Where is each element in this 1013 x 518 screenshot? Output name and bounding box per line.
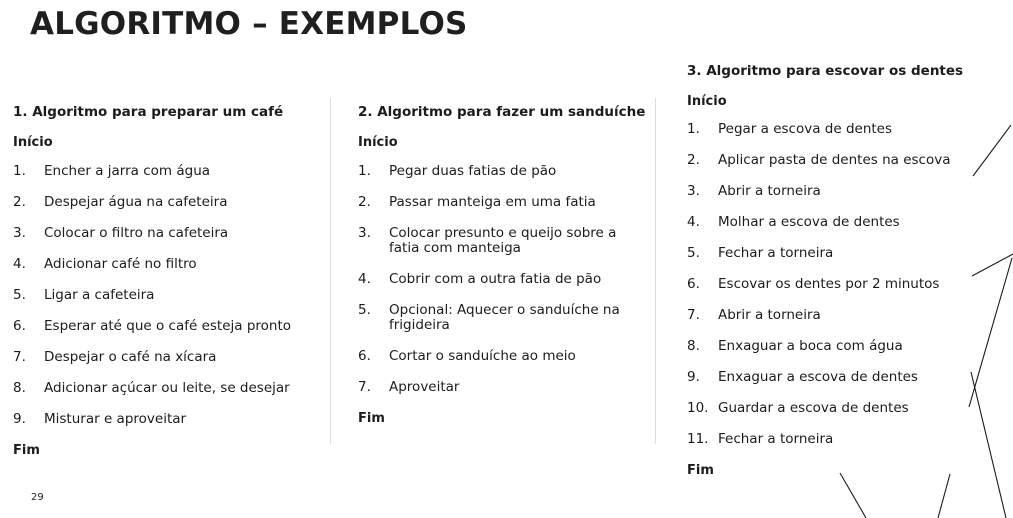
list-item [13, 319, 313, 334]
end-label: Fim [358, 411, 385, 426]
step-number: 4. [358, 271, 371, 287]
step-number: 4. [687, 214, 700, 230]
step-text: Abrir a torneira [718, 307, 821, 323]
list-item [687, 401, 987, 416]
start-label: Início [358, 135, 398, 150]
slide-title: ALGORITMO – EXEMPLOS [30, 6, 468, 42]
step-text: Misturar e aproveitar [44, 411, 187, 427]
list-item [13, 288, 313, 303]
step-number: 9. [687, 369, 700, 385]
list-item [13, 381, 313, 396]
step-text: Escovar os dentes por 2 minutos [718, 276, 940, 292]
steps-list [13, 164, 313, 427]
list-item [687, 215, 987, 230]
step-text: Ligar a cafeteira [44, 287, 155, 303]
list-item [358, 226, 638, 256]
step-text: Opcional: Aquecer o sanduíche na frigideira [389, 302, 620, 333]
step-text: Passar manteiga em uma fatia [389, 194, 596, 210]
step-number: 9. [13, 411, 26, 427]
step-text: Aproveitar [389, 379, 460, 395]
step-text: Despejar o café na xícara [44, 349, 217, 365]
end-label: Fim [687, 463, 714, 478]
step-text: Enxaguar a escova de dentes [718, 369, 918, 385]
steps-list [358, 164, 638, 395]
step-text: Molhar a escova de dentes [718, 214, 900, 230]
step-text: Adicionar açúcar ou leite, se desejar [44, 380, 290, 396]
list-item [687, 184, 987, 199]
step-number: 11. [687, 431, 709, 447]
step-number: 5. [13, 287, 26, 303]
column-divider [330, 98, 331, 444]
step-number: 1. [13, 163, 26, 179]
algorithm-coffee-column [13, 104, 313, 472]
step-number: 3. [687, 183, 700, 199]
list-item [358, 164, 638, 179]
step-number: 6. [358, 348, 371, 364]
step-number: 5. [687, 245, 700, 261]
list-item [687, 122, 987, 137]
step-text: Esperar até que o café esteja pronto [44, 318, 292, 334]
algorithm-teeth-column [687, 63, 987, 491]
step-text: Guardar a escova de dentes [718, 400, 909, 416]
list-item [13, 164, 313, 179]
step-number: 2. [13, 194, 26, 210]
step-number: 1. [687, 121, 700, 137]
column-heading: 2. Algoritmo para fazer um sanduíche [358, 104, 646, 120]
step-number: 2. [687, 152, 700, 168]
list-item [687, 370, 987, 385]
list-item [687, 308, 987, 323]
algorithm-sandwich-column [358, 104, 646, 440]
step-number: 5. [358, 302, 371, 318]
step-number: 8. [687, 338, 700, 354]
list-item [13, 257, 313, 272]
column-divider [655, 98, 656, 444]
start-label: Início [13, 135, 53, 150]
list-item [13, 350, 313, 365]
list-item [687, 153, 987, 168]
step-text: Fechar a torneira [718, 245, 834, 261]
step-number: 7. [358, 379, 371, 395]
start-label: Início [687, 94, 727, 109]
step-text: Pegar duas fatias de pão [389, 163, 557, 179]
list-item [687, 339, 987, 354]
column-heading: 1. Algoritmo para preparar um café [13, 104, 284, 120]
steps-list [687, 122, 987, 447]
step-text: Aplicar pasta de dentes na escova [718, 152, 951, 168]
step-number: 8. [13, 380, 26, 396]
list-item [13, 226, 313, 241]
list-item [358, 380, 638, 395]
step-text: Colocar o filtro na cafeteira [44, 225, 229, 241]
step-text: Enxaguar a boca com água [718, 338, 903, 354]
step-text: Colocar presunto e queijo sobre a fatia com manteiga [389, 225, 617, 256]
step-number: 6. [687, 276, 700, 292]
step-text: Cobrir com a outra fatia de pão [389, 271, 602, 287]
list-item [358, 195, 638, 210]
step-text: Cortar o sanduíche ao meio [389, 348, 576, 364]
step-text: Adicionar café no filtro [44, 256, 197, 272]
list-item [687, 432, 987, 447]
step-text: Abrir a torneira [718, 183, 821, 199]
step-number: 7. [13, 349, 26, 365]
step-number: 10. [687, 400, 709, 416]
end-label: Fim [13, 443, 40, 458]
list-item [358, 349, 638, 364]
step-number: 2. [358, 194, 371, 210]
step-number: 3. [13, 225, 26, 241]
step-number: 7. [687, 307, 700, 323]
step-text: Pegar a escova de dentes [718, 121, 893, 137]
list-item [687, 277, 987, 292]
list-item [13, 412, 313, 427]
step-text: Encher a jarra com água [44, 163, 211, 179]
step-number: 4. [13, 256, 26, 272]
step-number: 6. [13, 318, 26, 334]
column-heading: 3. Algoritmo para escovar os dentes [687, 63, 964, 79]
step-text: Fechar a torneira [718, 431, 834, 447]
step-text: Despejar água na cafeteira [44, 194, 228, 210]
step-number: 1. [358, 163, 371, 179]
list-item [358, 272, 638, 287]
step-number: 3. [358, 225, 371, 241]
list-item [13, 195, 313, 210]
list-item [687, 246, 987, 261]
list-item [358, 303, 638, 333]
page-number: 29 [31, 492, 44, 503]
